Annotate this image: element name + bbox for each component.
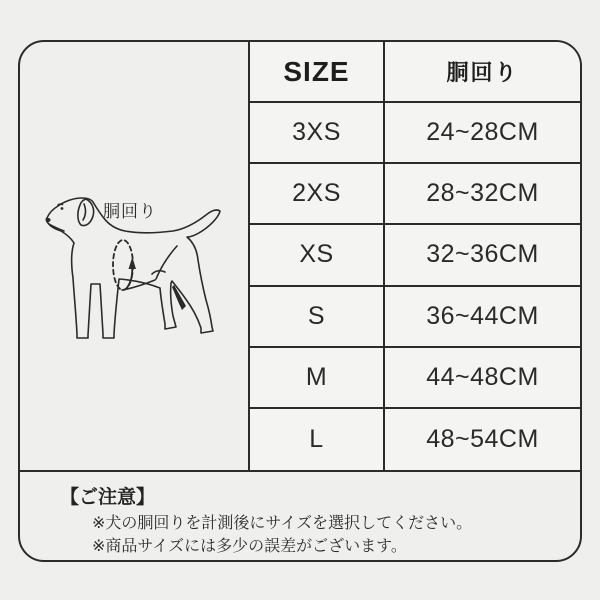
dog-diagram	[20, 42, 248, 470]
dog-eye	[61, 207, 64, 210]
table-header-girth: 胴回り	[383, 42, 580, 103]
notice-section	[20, 472, 580, 560]
girth-cell-l: 48~54CM	[383, 409, 580, 470]
notice-line-1: ※犬の胴回りを計測後にサイズを選択してください。	[92, 515, 473, 532]
girth-arrow	[126, 266, 132, 289]
size-cell-2xs: 2XS	[250, 164, 383, 225]
girth-cell-s: 36~44CM	[383, 287, 580, 348]
size-cell-s: S	[250, 287, 383, 348]
girth-cell-3xs: 24~28CM	[383, 103, 580, 164]
notice-line-2: ※商品サイズには多少の誤差がございます。	[92, 538, 407, 555]
girth-arrowhead	[129, 257, 137, 269]
dog-nose	[46, 218, 51, 222]
girth-cell-xs: 32~36CM	[383, 225, 580, 286]
girth-cell-2xs: 28~32CM	[383, 164, 580, 225]
size-cell-xs: XS	[250, 225, 383, 286]
table-header-size: SIZE	[250, 42, 383, 103]
size-chart-panel	[18, 40, 582, 562]
size-cell-m: M	[250, 348, 383, 409]
notice-title: 【ご注意】	[60, 487, 156, 508]
girth-cell-m: 44~48CM	[383, 348, 580, 409]
size-cell-l: L	[250, 409, 383, 470]
notice-lines	[92, 512, 472, 558]
girth-label: 胴回り	[103, 202, 157, 221]
size-cell-3xs: 3XS	[250, 103, 383, 164]
size-table	[248, 42, 580, 470]
